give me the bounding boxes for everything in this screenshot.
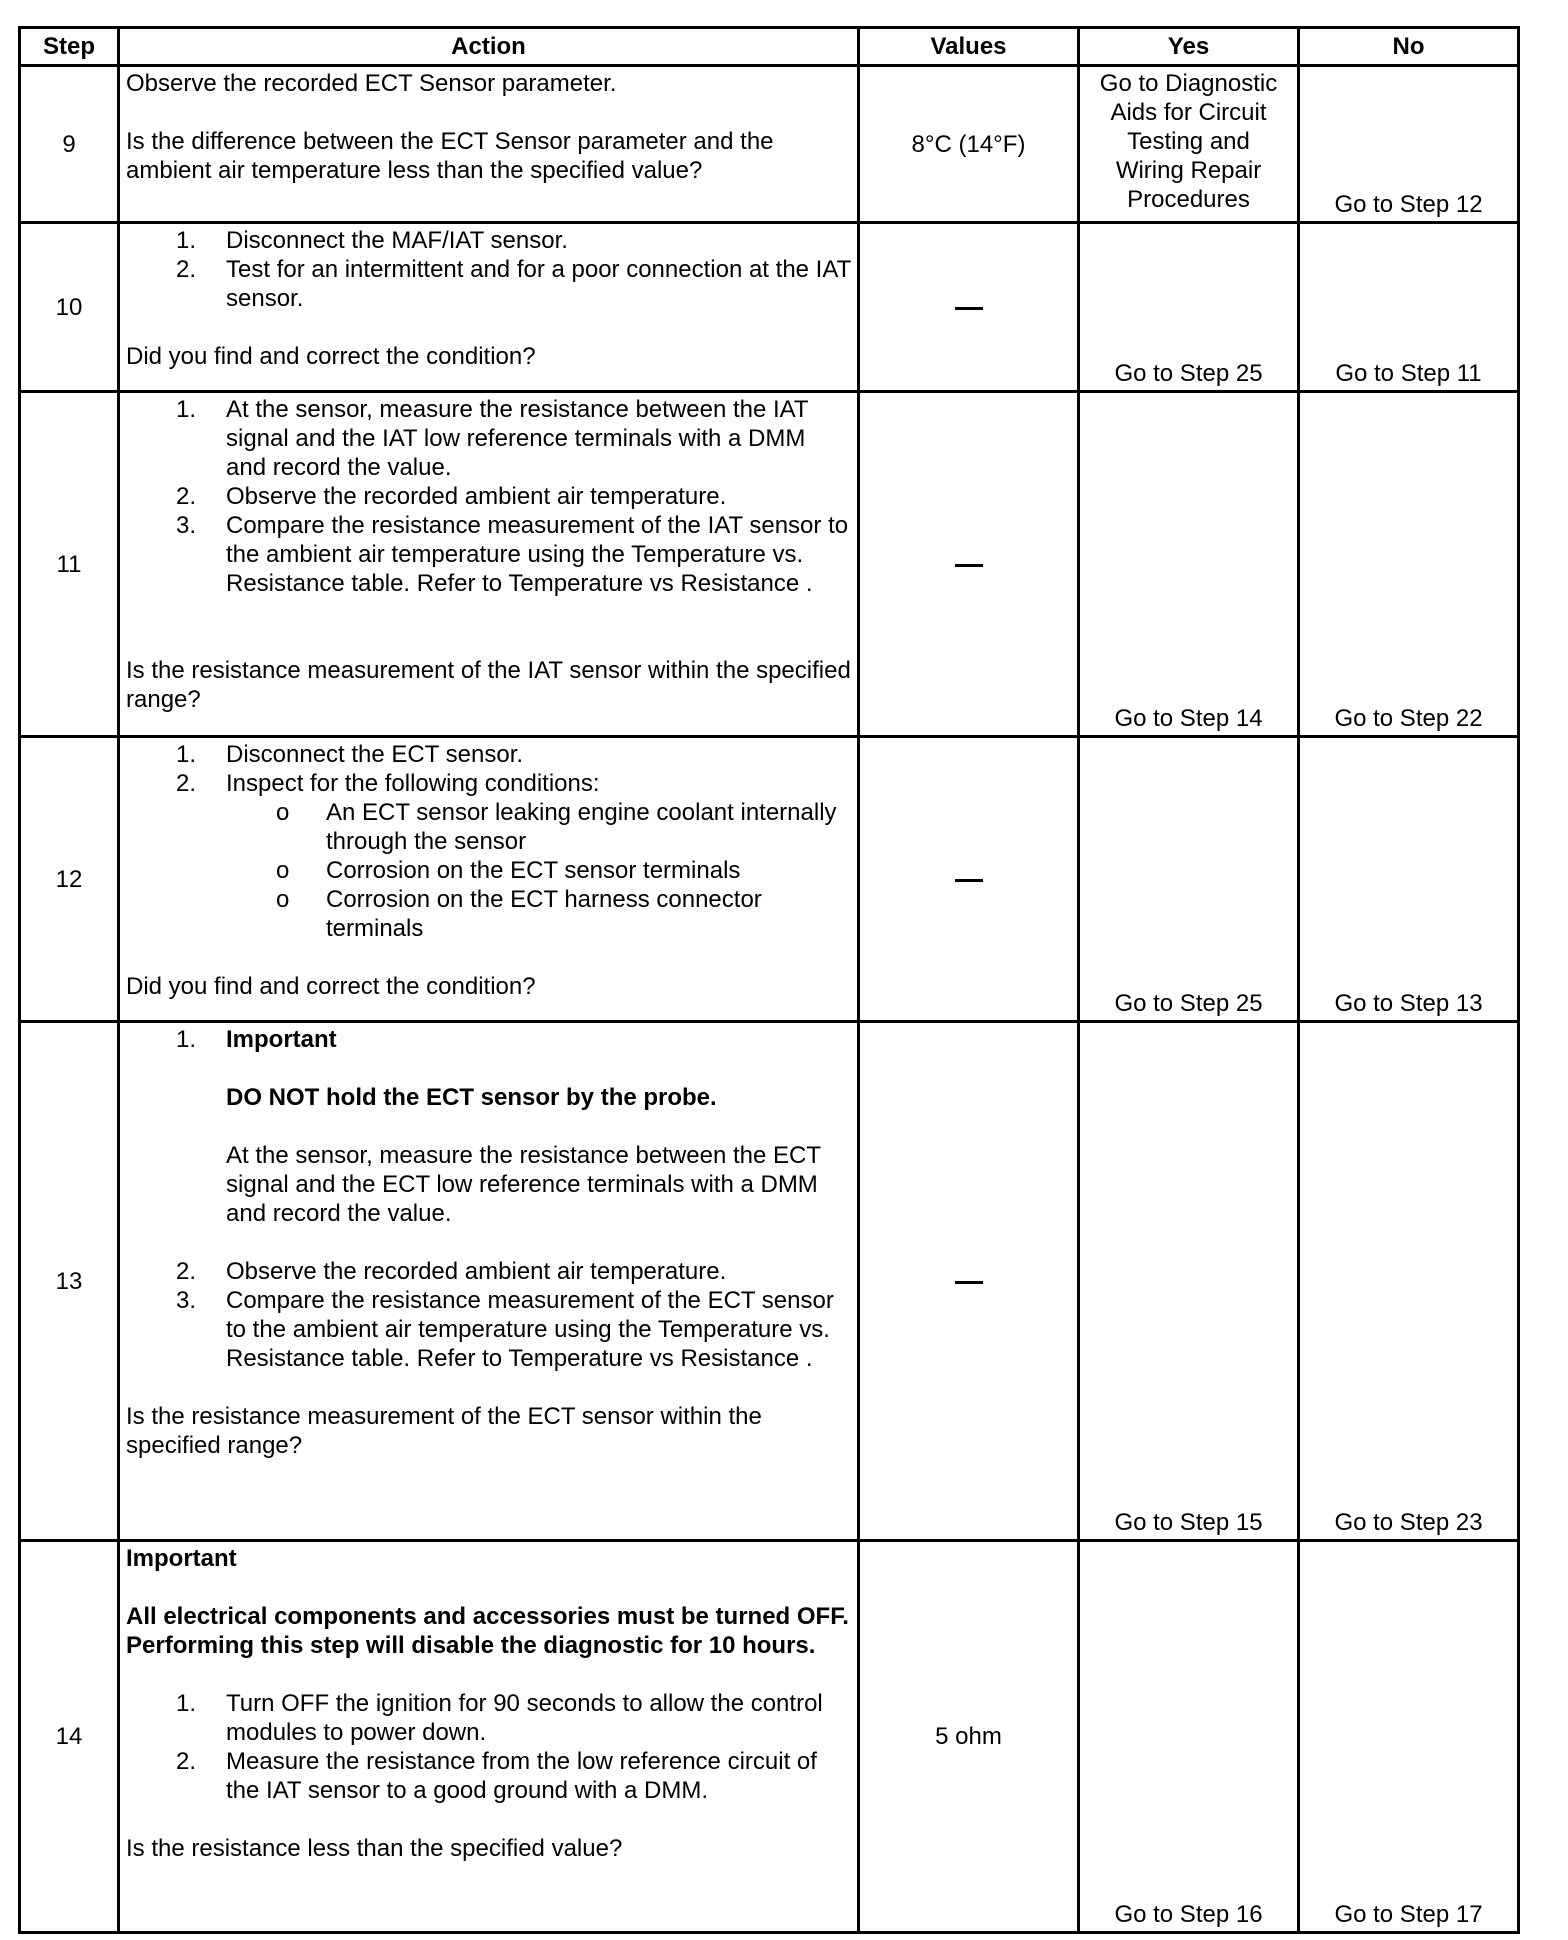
warning-text: All electrical components and accessories must be turned OFF. Performing this step will disable the diagnostic for 10 hours. (126, 1603, 849, 1659)
header-no: No (1299, 28, 1519, 66)
value-cell (859, 392, 1079, 737)
no-cell: Go to Step 11 (1299, 223, 1519, 392)
diagnostic-table (18, 26, 1520, 1934)
action-question: Is the resistance measurement of the IAT sensor within the specified range? (126, 657, 851, 713)
value-cell: 5 ohm (859, 1541, 1079, 1933)
action-cell (119, 223, 859, 392)
yes-cell: Go to Step 14 (1079, 392, 1299, 737)
condition-list (126, 798, 851, 943)
action-cell (119, 1022, 859, 1541)
yes-cell: Go to Step 15 (1079, 1022, 1299, 1541)
list-item: 2. Inspect for the following conditions: o An ECT sensor leaking engine coolant internally through the sensor o Corrosion on the ECT sensor terminals o Corrosion on the ECT harness connector terminals (126, 769, 851, 943)
yes-cell: Go to Step 25 (1079, 737, 1299, 1022)
yes-cell: Go to Step 25 (1079, 223, 1299, 392)
warning-text: DO NOT hold the ECT sensor by the probe. (226, 1084, 717, 1111)
step-number: 11 (20, 392, 119, 737)
list-item: 1. At the sensor, measure the resistance between the IAT signal and the IAT low reference terminals with a DMM and record the value. (176, 396, 809, 481)
action-cell (119, 737, 859, 1022)
table-row (20, 223, 1519, 392)
dash-mark (955, 307, 983, 310)
header-row (20, 28, 1519, 66)
value-cell (859, 737, 1079, 1022)
list-item: 2. Measure the resistance from the low reference circuit of the IAT sensor to a good ground with a DMM. (176, 1748, 817, 1804)
action-cell (119, 392, 859, 737)
yes-cell: Go to Step 16 (1079, 1541, 1299, 1933)
dash-mark (955, 564, 983, 567)
list-item: o Corrosion on the ECT harness connector terminals (276, 886, 762, 942)
list-item: 1. Disconnect the MAF/IAT sensor. (176, 227, 568, 254)
header-values: Values (859, 28, 1079, 66)
table-row (20, 66, 1519, 223)
action-list (126, 740, 851, 943)
action-question: Is the difference between the ECT Sensor parameter and the ambient air temperature less than the specified value? (126, 128, 774, 184)
action-question: Did you find and correct the condition? (126, 973, 536, 1000)
action-list (126, 1689, 851, 1805)
action-list (126, 226, 851, 313)
action-cell (119, 66, 859, 223)
table-row (20, 392, 1519, 737)
header-action: Action (119, 28, 859, 66)
action-list (126, 395, 851, 598)
table-row (20, 1541, 1519, 1933)
action-list (126, 1025, 851, 1373)
step-number: 14 (20, 1541, 119, 1933)
action-question: Is the resistance less than the specified value? (126, 1835, 623, 1862)
value-cell (859, 223, 1079, 392)
list-item: 1. Disconnect the ECT sensor. (176, 741, 524, 768)
value-cell: 8°C (14°F) (859, 66, 1079, 223)
yes-cell: Go to Diagnostic Aids for Circuit Testing and Wiring Repair Procedures (1079, 66, 1299, 223)
action-intro: Observe the recorded ECT Sensor parameter. (126, 70, 617, 97)
action-question: Did you find and correct the condition? (126, 343, 536, 370)
list-item: o Corrosion on the ECT sensor terminals (276, 857, 741, 884)
no-cell: Go to Step 23 (1299, 1022, 1519, 1541)
header-yes: Yes (1079, 28, 1299, 66)
list-item: 3. Compare the resistance measurement of the ECT sensor to the ambient air temperature using the Temperature vs. Resistance table. Refer to Temperature vs Resistance . (176, 1287, 834, 1372)
no-cell: Go to Step 12 (1299, 66, 1519, 223)
no-cell: Go to Step 17 (1299, 1541, 1519, 1933)
list-item: 2. Test for an intermittent and for a poor connection at the IAT sensor. (176, 256, 851, 312)
list-item: 2. Observe the recorded ambient air temperature. (176, 1258, 727, 1285)
list-item: 1. Important DO NOT hold the ECT sensor by the probe. At the sensor, measure the resistance between the ECT signal and the ECT low reference terminals with a DMM and record the value. (126, 1025, 851, 1257)
list-item: o An ECT sensor leaking engine coolant internally through the sensor (276, 799, 837, 855)
header-step: Step (20, 28, 119, 66)
list-item: 2. Observe the recorded ambient air temperature. (176, 483, 727, 510)
important-label: Important (126, 1545, 237, 1572)
action-question: Is the resistance measurement of the ECT sensor within the specified range? (126, 1403, 762, 1459)
dash-mark (955, 879, 983, 882)
list-item: 1. Turn OFF the ignition for 90 seconds to allow the control modules to power down. (176, 1690, 823, 1746)
step-number: 10 (20, 223, 119, 392)
table-row (20, 737, 1519, 1022)
list-item: 3. Compare the resistance measurement of the IAT sensor to the ambient air temperature using the Temperature vs. Resistance table. Refer to Temperature vs Resistance . (176, 512, 849, 597)
value-cell (859, 1022, 1079, 1541)
step-number: 13 (20, 1022, 119, 1541)
table-row (20, 1022, 1519, 1541)
no-cell: Go to Step 22 (1299, 392, 1519, 737)
step-number: 9 (20, 66, 119, 223)
no-cell: Go to Step 13 (1299, 737, 1519, 1022)
dash-mark (955, 1281, 983, 1284)
step-number: 12 (20, 737, 119, 1022)
important-label: Important (226, 1026, 337, 1053)
action-cell (119, 1541, 859, 1933)
